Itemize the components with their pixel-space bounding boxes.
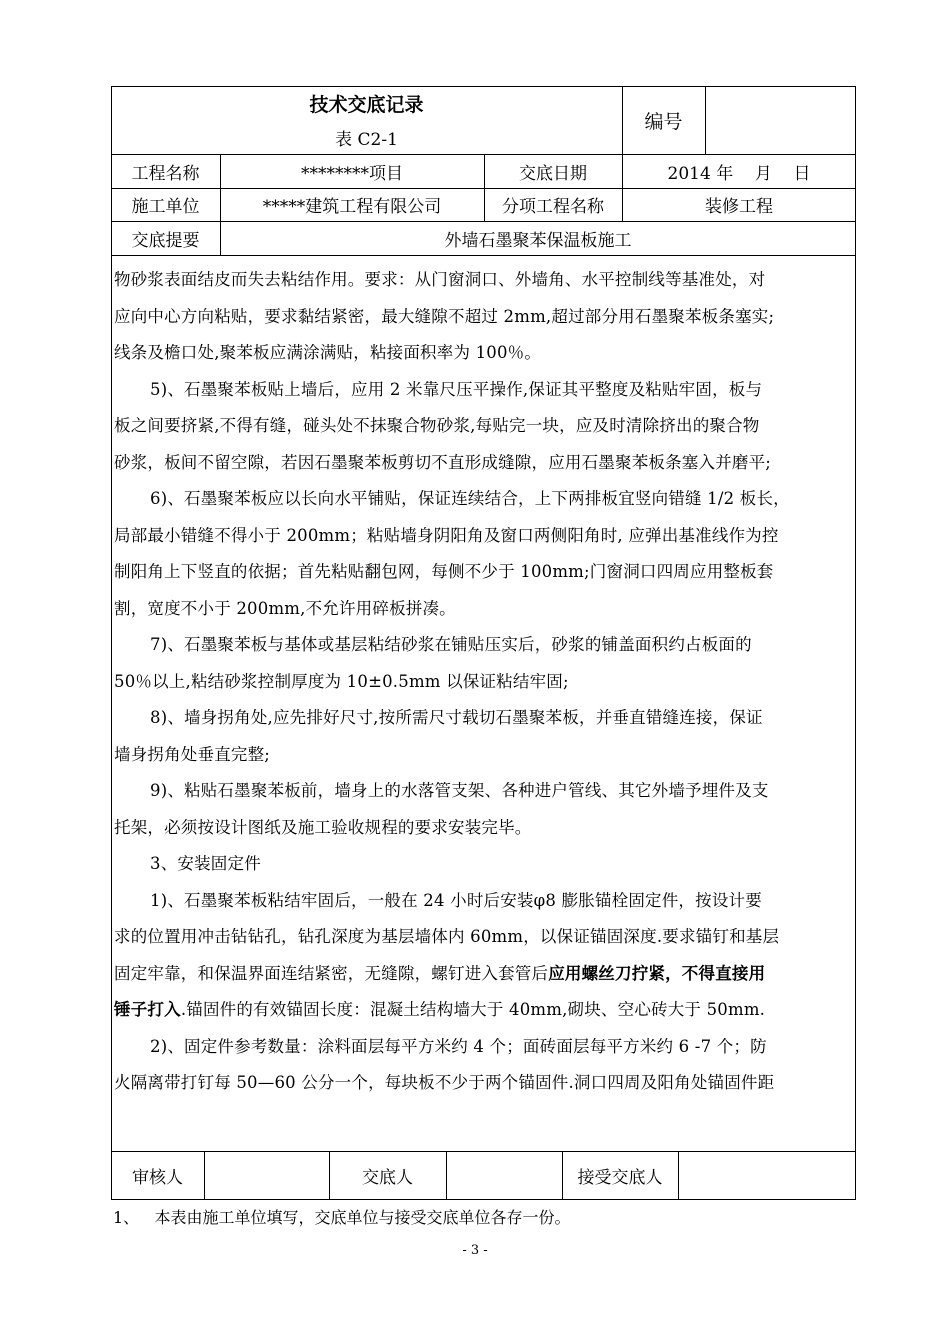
construction-unit-value[interactable]: *****建筑工程有限公司 xyxy=(262,197,442,217)
summary-value[interactable]: 外墙石墨聚苯保温板施工 xyxy=(444,230,632,251)
content-line: 板之间要挤紧,不得有缝，碰头处不抹聚合物砂浆,每贴完一块，应及时清除挤出的聚合物 xyxy=(114,416,760,435)
content-line: 物砂浆表面结皮而失去粘结作用。要求：从门窗洞口、外墙角、水平控制线等基准处，对 xyxy=(114,270,766,289)
number-label: 编号 xyxy=(644,110,683,133)
content-line: 50％以上,粘结砂浆控制厚度为 10±0.5mm 以保证粘结牢固; xyxy=(114,671,569,691)
form-number-code: 表 C2-1 xyxy=(335,129,398,150)
disclosure-content xyxy=(114,262,856,1142)
footnote: 1、 本表由施工单位填写，交底单位与接受交底单位各存一份。 xyxy=(113,1208,571,1227)
bold-emphasis: 应用螺丝刀拧紧，不得直接用 xyxy=(548,963,766,983)
sub-project-label: 分项工程名称 xyxy=(502,197,604,217)
content-line: 8)、墙身拐角处,应先排好尺寸,按所需尺寸载切石墨聚苯板，并垂直错缝连接，保证 xyxy=(150,708,763,727)
number-value[interactable] xyxy=(705,86,856,154)
content-line: 锤子打入.锚固件的有效锚固长度：混凝土结构墙大于 40mm,砌块、空心砖大于 50mm. xyxy=(114,1000,766,1019)
content-line: 割，宽度不小于 200mm,不允许用碎板拼凑。 xyxy=(114,598,456,618)
section-heading: 3、安装固定件 xyxy=(150,854,261,873)
content-line: 火隔离带打钉每 50—60 公分一个，每块板不少于两个锚固件.洞口四周及阳角处锚固件距 xyxy=(114,1073,775,1092)
content-line: 砂浆，板间不留空隙，若因石墨聚苯板剪切不直形成缝隙，应用石墨聚苯板条塞入并磨平; xyxy=(114,452,772,472)
content-line: 托架，必须按设计图纸及施工验收规程的要求安装完毕。 xyxy=(114,817,532,837)
sub-project-value[interactable]: 装修工程 xyxy=(705,197,773,217)
receiver-label: 接受交底人 xyxy=(577,1168,663,1188)
project-name-value[interactable]: ********项目 xyxy=(301,163,403,184)
date-value[interactable]: 2014 年 月 日 xyxy=(667,163,811,184)
construction-unit-label: 施工单位 xyxy=(131,197,200,217)
summary-label: 交底提要 xyxy=(131,230,200,251)
content-line: 1)、石墨聚苯板粘结牢固后，一般在 24 小时后安装φ8 膨胀锚栓固定件，按设计要 xyxy=(150,890,762,910)
content-line: 固定牢靠，和保温界面连结紧密，无缝隙，螺钉进入套管后应用螺丝刀拧紧，不得直接用 xyxy=(114,963,766,983)
reviewer-signature[interactable] xyxy=(204,1151,329,1200)
content-line: 5)、石墨聚苯板贴上墙后，应用 2 米靠尺压平操作,保证其平整度及粘贴牢固，板与 xyxy=(150,379,763,399)
project-name-label: 工程名称 xyxy=(131,163,200,184)
date-label: 交底日期 xyxy=(519,163,587,184)
presenter-signature[interactable] xyxy=(446,1151,562,1200)
form-title: 技术交底记录 xyxy=(309,93,424,116)
content-line: 求的位置用冲击钻钻孔，钻孔深度为基层墙体内 60mm，以保证锚固深度.要求锚钉和基层 xyxy=(114,927,780,946)
content-line: 7)、石墨聚苯板与基体或基层粘结砂浆在铺贴压实后，砂浆的铺盖面积约占板面的 xyxy=(150,635,752,654)
content-line: 9)、粘贴石墨聚苯板前，墙身上的水落管支架、各种进户管线、其它外墙予埋件及支 xyxy=(150,781,769,800)
content-line: 6)、石墨聚苯板应以长向水平铺贴，保证连续结合，上下两排板宜竖向错缝 1/2 板长， xyxy=(150,489,790,508)
content-line: 应向中心方向粘贴，要求黏结紧密，最大缝隙不超过 2mm,超过部分用石墨聚苯板条塞实; xyxy=(114,306,775,326)
bold-emphasis: 锤子打入 xyxy=(114,1000,181,1019)
presenter-label: 交底人 xyxy=(362,1168,413,1188)
page-number: - 3 - xyxy=(462,1243,488,1258)
reviewer-label: 审核人 xyxy=(132,1168,183,1188)
content-line: 墙身拐角处垂直完整; xyxy=(114,744,271,764)
content-line: 制阳角上下竖直的依据；首先粘贴翻包网，每侧不少于 100mm;门窗洞口四周应用整板套 xyxy=(114,562,774,581)
receiver-signature[interactable] xyxy=(678,1151,856,1200)
content-line: 2)、固定件参考数量：涂料面层每平方米约 4 个；面砖面层每平方米约 6 -7 个；防 xyxy=(150,1036,767,1056)
content-line: 线条及檐口处,聚苯板应满涂满贴，粘接面积率为 100％。 xyxy=(114,343,542,362)
content-line: 局部最小错缝不得小于 200mm；粘贴墙身阴阳角及窗口两侧阳角时, 应弹出基准线作为控 xyxy=(114,525,779,545)
